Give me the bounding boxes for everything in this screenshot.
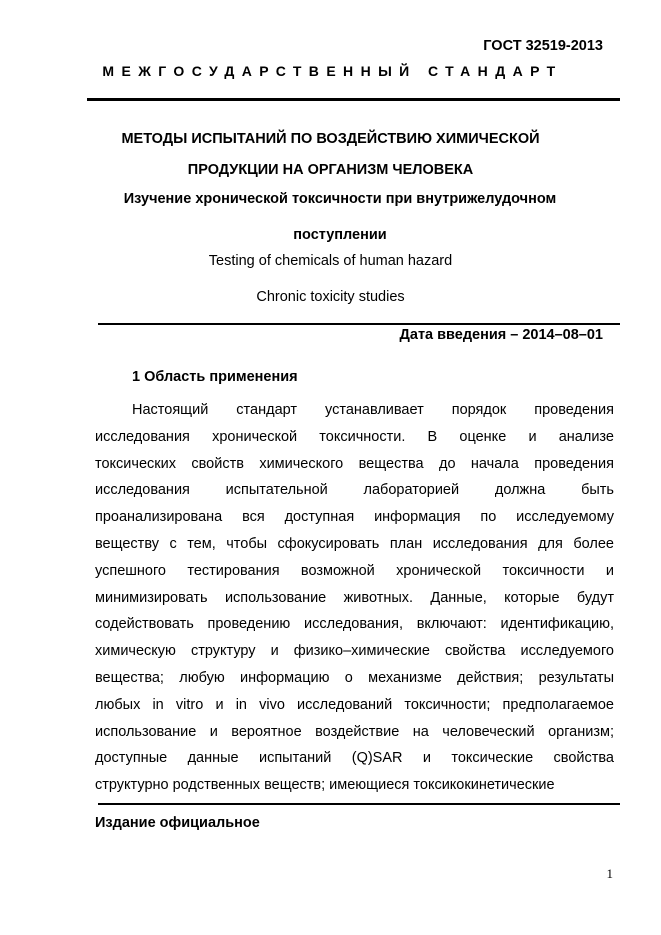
body-line: вещества; любую информацию о механизме действия; результаты <box>95 669 614 686</box>
body-line: структурно родственных веществ; имеющиеся токсикокинетические <box>95 777 555 794</box>
document-subtitle <box>90 181 590 253</box>
english-title: Testing of chemicals of human hazard <box>208 253 453 269</box>
footer-divider <box>98 803 620 805</box>
title-line-2: ПРОДУКЦИИ НА ОРГАНИЗМ ЧЕЛОВЕКА <box>187 162 474 178</box>
body-line: токсических свойств химического вещества до начала проведения <box>95 455 614 472</box>
section-body <box>95 397 614 799</box>
document-title <box>60 124 601 186</box>
body-line: химическую структуру и физико–химические свойства исследуемого <box>95 643 614 660</box>
section-heading: 1 Область применения <box>132 369 298 385</box>
title-divider <box>98 323 620 325</box>
body-line: Настоящий стандарт устанавливает порядок проведения <box>132 402 614 418</box>
body-line: проанализирована вся доступная информация по исследуемому <box>95 509 614 526</box>
interstate-standard-label: МЕЖГОСУДАРСТВЕННЫЙ СТАНДАРТ <box>102 63 563 79</box>
body-line: минимизировать использование животных. Данные, которые будут <box>95 589 614 606</box>
body-line: содействовать проведению исследования, включают: идентификацию, <box>95 616 614 633</box>
title-line-1: МЕТОДЫ ИСПЫТАНИЙ ПО ВОЗДЕЙСТВИЮ ХИМИЧЕСКОЙ <box>121 131 540 147</box>
header-divider <box>87 98 620 101</box>
standard-number: ГОСТ 32519-2013 <box>483 38 603 54</box>
body-line: любых in vitro и in vivo исследований токсичности; предполагаемое <box>95 696 614 713</box>
body-line: исследования испытательной лабораторией должна быть <box>95 482 614 499</box>
introduction-date: Дата введения – 2014–08–01 <box>399 327 603 343</box>
subtitle-line-1: Изучение хронической токсичности при внутрижелудочном <box>123 191 557 207</box>
page-number: 1 <box>606 866 613 881</box>
body-line: исследования хронической токсичности. В оценке и анализе <box>95 428 614 445</box>
body-line: успешного тестирования возможной хронической токсичности и <box>95 562 614 579</box>
subtitle-line-2: поступлении <box>293 227 387 243</box>
body-line: доступные данные испытаний (Q)SAR и токсические свойства <box>95 750 614 767</box>
official-edition-label: Издание официальное <box>95 815 260 831</box>
english-subtitle: Chronic toxicity studies <box>256 289 405 305</box>
body-line: веществу с тем, чтобы сфокусировать план исследования для более <box>95 535 614 552</box>
body-line: использование и вероятное воздействие на человеческий организм; <box>95 723 614 740</box>
